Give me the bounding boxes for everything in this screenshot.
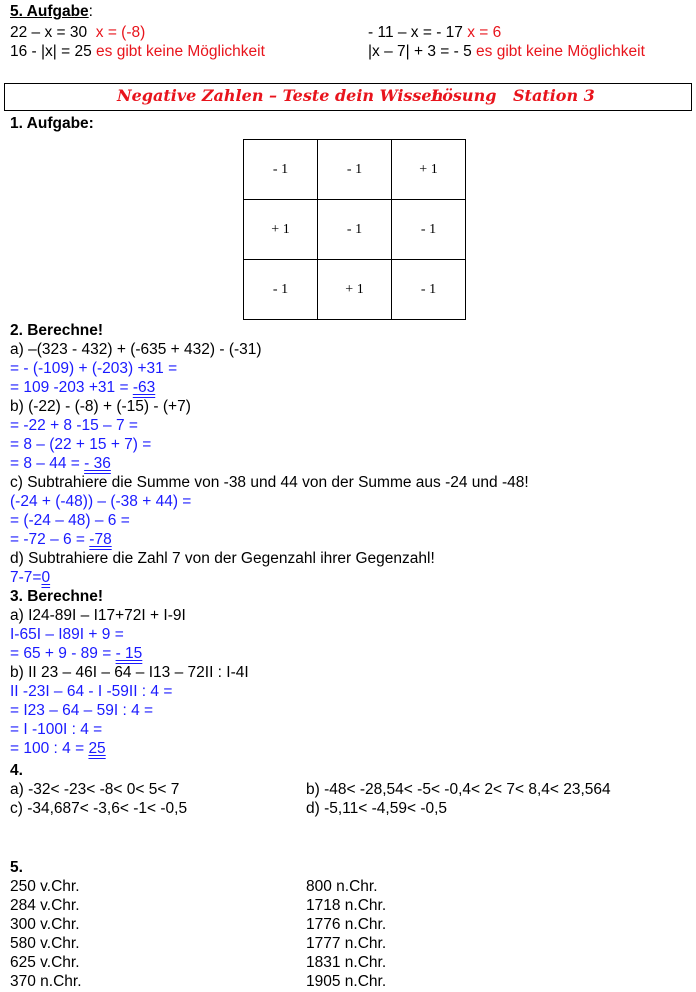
top-heading-text: 5. Aufgabe — [10, 3, 89, 20]
grid-cell: + 1 — [392, 140, 466, 200]
top-row2-right — [368, 42, 645, 61]
task-c: c) Subtrahiere die Summe von -38 und 44 von der Summe aus -24 und -48! — [10, 474, 529, 491]
top-row1-left — [10, 23, 145, 42]
result: - 15 — [115, 645, 143, 662]
date-item: 250 v.Chr. — [10, 878, 80, 895]
order-c: c) -34,687< -3,6< -1< -0,5 — [10, 800, 188, 817]
result: -63 — [132, 379, 156, 396]
grid-cell: - 1 — [392, 260, 466, 320]
task-b: b) II 23 – 46I – 64 – I13 – 72II : I-4I — [10, 664, 249, 681]
date-item: 370 n.Chr. — [10, 973, 82, 990]
grid-row — [244, 200, 466, 260]
step — [10, 568, 529, 587]
result: -78 — [89, 531, 112, 548]
step-text: 7-7= — [10, 569, 42, 586]
grid-cell: - 1 — [318, 200, 392, 260]
title-station: Station 3 — [513, 86, 595, 105]
title-loesung: Lösung — [431, 86, 497, 105]
date-item: 1776 n.Chr. — [306, 916, 387, 933]
step: = I -100I : 4 = — [10, 721, 103, 738]
result: - 36 — [84, 455, 111, 472]
top-heading — [10, 2, 93, 21]
step: = (-24 – 48) – 6 = — [10, 512, 130, 529]
aufgabe2-heading: 2. Berechne! — [10, 322, 104, 339]
step-text: = 65 + 9 - 89 = — [10, 645, 116, 662]
grid-row — [244, 140, 466, 200]
step-text: = 100 : 4 = — [10, 740, 89, 757]
solution: es gibt keine Möglichkeit — [476, 43, 645, 60]
date-item: 580 v.Chr. — [10, 935, 80, 952]
equation: - 11 – x = - 17 — [368, 24, 463, 41]
step — [10, 530, 529, 549]
step — [10, 378, 529, 397]
grid-cell: - 1 — [318, 140, 392, 200]
step: = -22 + 8 -15 – 7 = — [10, 417, 138, 434]
title-text: Negative Zahlen – Teste dein Wissen — [117, 86, 444, 105]
step-text: = 109 -203 +31 = — [10, 379, 133, 396]
step-text: = 8 – 44 = — [10, 455, 85, 472]
step-text: = -72 – 6 = — [10, 531, 90, 548]
equation: 16 - |x| = 25 — [10, 43, 92, 60]
step: = I23 – 64 – 59I : 4 = — [10, 702, 154, 719]
step: = 8 – (22 + 15 + 7) = — [10, 436, 152, 453]
aufgabe5-heading: 5. — [10, 859, 23, 876]
task-a: a) I24-89I – I17+72I + I-9I — [10, 607, 186, 624]
solution: x = 6 — [467, 24, 502, 41]
equation: 22 – x = 30 — [10, 24, 88, 41]
grid-cell: - 1 — [244, 260, 318, 320]
step: I-65I – I89I + 9 = — [10, 626, 124, 643]
top-row2-left — [10, 42, 265, 61]
order-b: b) -48< -28,54< -5< -0,4< 2< 7< 8,4< 23,564 — [306, 781, 611, 798]
date-item: 625 v.Chr. — [10, 954, 80, 971]
step — [10, 454, 529, 473]
solution: x = (-8) — [95, 24, 146, 41]
result: 25 — [88, 740, 106, 757]
task-a: a) –(323 - 432) + (-635 + 432) - (-31) — [10, 341, 262, 358]
date-item: 800 n.Chr. — [306, 878, 378, 895]
aufgabe1-heading: 1. Aufgabe: — [10, 115, 94, 132]
date-item: 1905 n.Chr. — [306, 973, 387, 990]
task-d: d) Subtrahiere die Zahl 7 von der Gegenzahl ihrer Gegenzahl! — [10, 550, 435, 567]
aufgabe2-3-block — [10, 321, 529, 758]
grid-cell: - 1 — [392, 200, 466, 260]
equation: |x – 7| + 3 = - 5 — [368, 43, 472, 60]
top-heading-colon: : — [88, 3, 93, 20]
step: (-24 + (-48)) – (-38 + 44) = — [10, 493, 192, 510]
grid-cell: + 1 — [318, 260, 392, 320]
date-item: 300 v.Chr. — [10, 916, 80, 933]
grid-cell: + 1 — [244, 200, 318, 260]
step — [10, 644, 529, 663]
magic-square-grid — [243, 139, 466, 320]
date-item: 1777 n.Chr. — [306, 935, 387, 952]
date-item: 1718 n.Chr. — [306, 897, 387, 914]
title-box — [4, 83, 692, 111]
step — [10, 739, 529, 758]
dates-left-column — [10, 877, 82, 991]
date-item: 284 v.Chr. — [10, 897, 80, 914]
dates-right-column — [306, 877, 386, 991]
grid-row — [244, 260, 466, 320]
step: = - (-109) + (-203) +31 = — [10, 360, 178, 377]
grid-cell: - 1 — [244, 140, 318, 200]
result: 0 — [41, 569, 51, 586]
date-item: 1831 n.Chr. — [306, 954, 387, 971]
step: II -23I – 64 - I -59II : 4 = — [10, 683, 173, 700]
order-a: a) -32< -23< -8< 0< 5< 7 — [10, 781, 180, 798]
aufgabe3-heading: 3. Berechne! — [10, 588, 104, 605]
solution: es gibt keine Möglichkeit — [96, 43, 265, 60]
top-row1-right — [368, 23, 501, 42]
aufgabe4-heading: 4. — [10, 762, 23, 779]
task-b: b) (-22) - (-8) + (-15) - (+7) — [10, 398, 191, 415]
order-d: d) -5,11< -4,59< -0,5 — [306, 800, 448, 817]
